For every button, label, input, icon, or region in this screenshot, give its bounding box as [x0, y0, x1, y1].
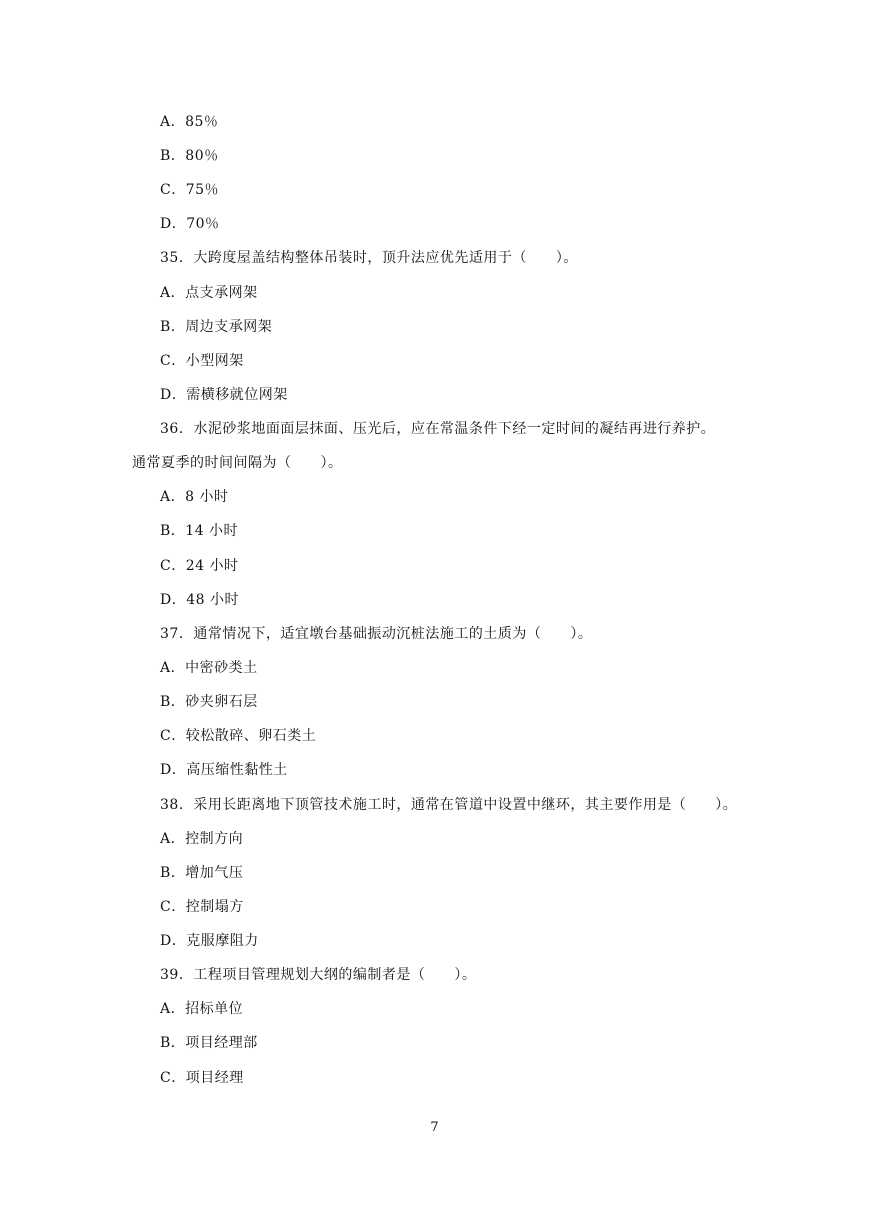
question-39-stem: 39．工程项目管理规划大纲的编制者是（ ）。	[160, 967, 477, 983]
option-37-d: D．高压缩性黏性土	[160, 762, 288, 778]
question-36-stem-line2: 通常夏季的时间间隔为（ ）。	[132, 455, 343, 471]
question-36-stem-line1: 36．水泥砂浆地面面层抹面、压光后，应在常温条件下经一定时间的凝结再进行养护。	[160, 421, 716, 437]
option-35-a: A．点支承网架	[160, 285, 258, 301]
option-34-a: A．85％	[160, 114, 219, 130]
page-number: 7	[430, 1120, 439, 1135]
option-36-b: B．14 小时	[160, 523, 239, 539]
option-38-d: D．克服摩阻力	[160, 933, 259, 949]
option-35-b: B．周边支承网架	[160, 319, 273, 335]
option-37-c: C．较松散碎、卵石类土	[160, 728, 317, 744]
option-36-c: C．24 小时	[160, 558, 239, 574]
option-39-b: B．项目经理部	[160, 1035, 258, 1051]
option-39-c: C．项目经理	[160, 1070, 244, 1086]
option-34-b: B．80％	[160, 148, 219, 164]
question-38-stem: 38．采用长距离地下顶管技术施工时，通常在管道中设置中继环，其主要作用是（ ）。	[160, 797, 738, 813]
option-39-a: A．招标单位	[160, 1001, 244, 1017]
option-36-d: D．48 小时	[160, 592, 239, 608]
option-34-d: D．70％	[160, 216, 220, 232]
option-35-c: C．小型网架	[160, 353, 244, 369]
option-37-b: B．砂夹卵石层	[160, 694, 258, 710]
option-34-c: C．75％	[160, 182, 220, 198]
option-38-a: A．控制方向	[160, 831, 244, 847]
option-38-c: C．控制塌方	[160, 899, 244, 915]
question-37-stem: 37．通常情况下，适宜墩台基础振动沉桩法施工的土质为（ ）。	[160, 626, 593, 642]
option-35-d: D．需横移就位网架	[160, 387, 288, 403]
option-36-a: A．8 小时	[160, 489, 229, 505]
option-38-b: B．增加气压	[160, 865, 244, 881]
option-37-a: A．中密砂类土	[160, 660, 258, 676]
question-35-stem: 35．大跨度屋盖结构整体吊装时，顶升法应优先适用于（ ）。	[160, 250, 578, 266]
